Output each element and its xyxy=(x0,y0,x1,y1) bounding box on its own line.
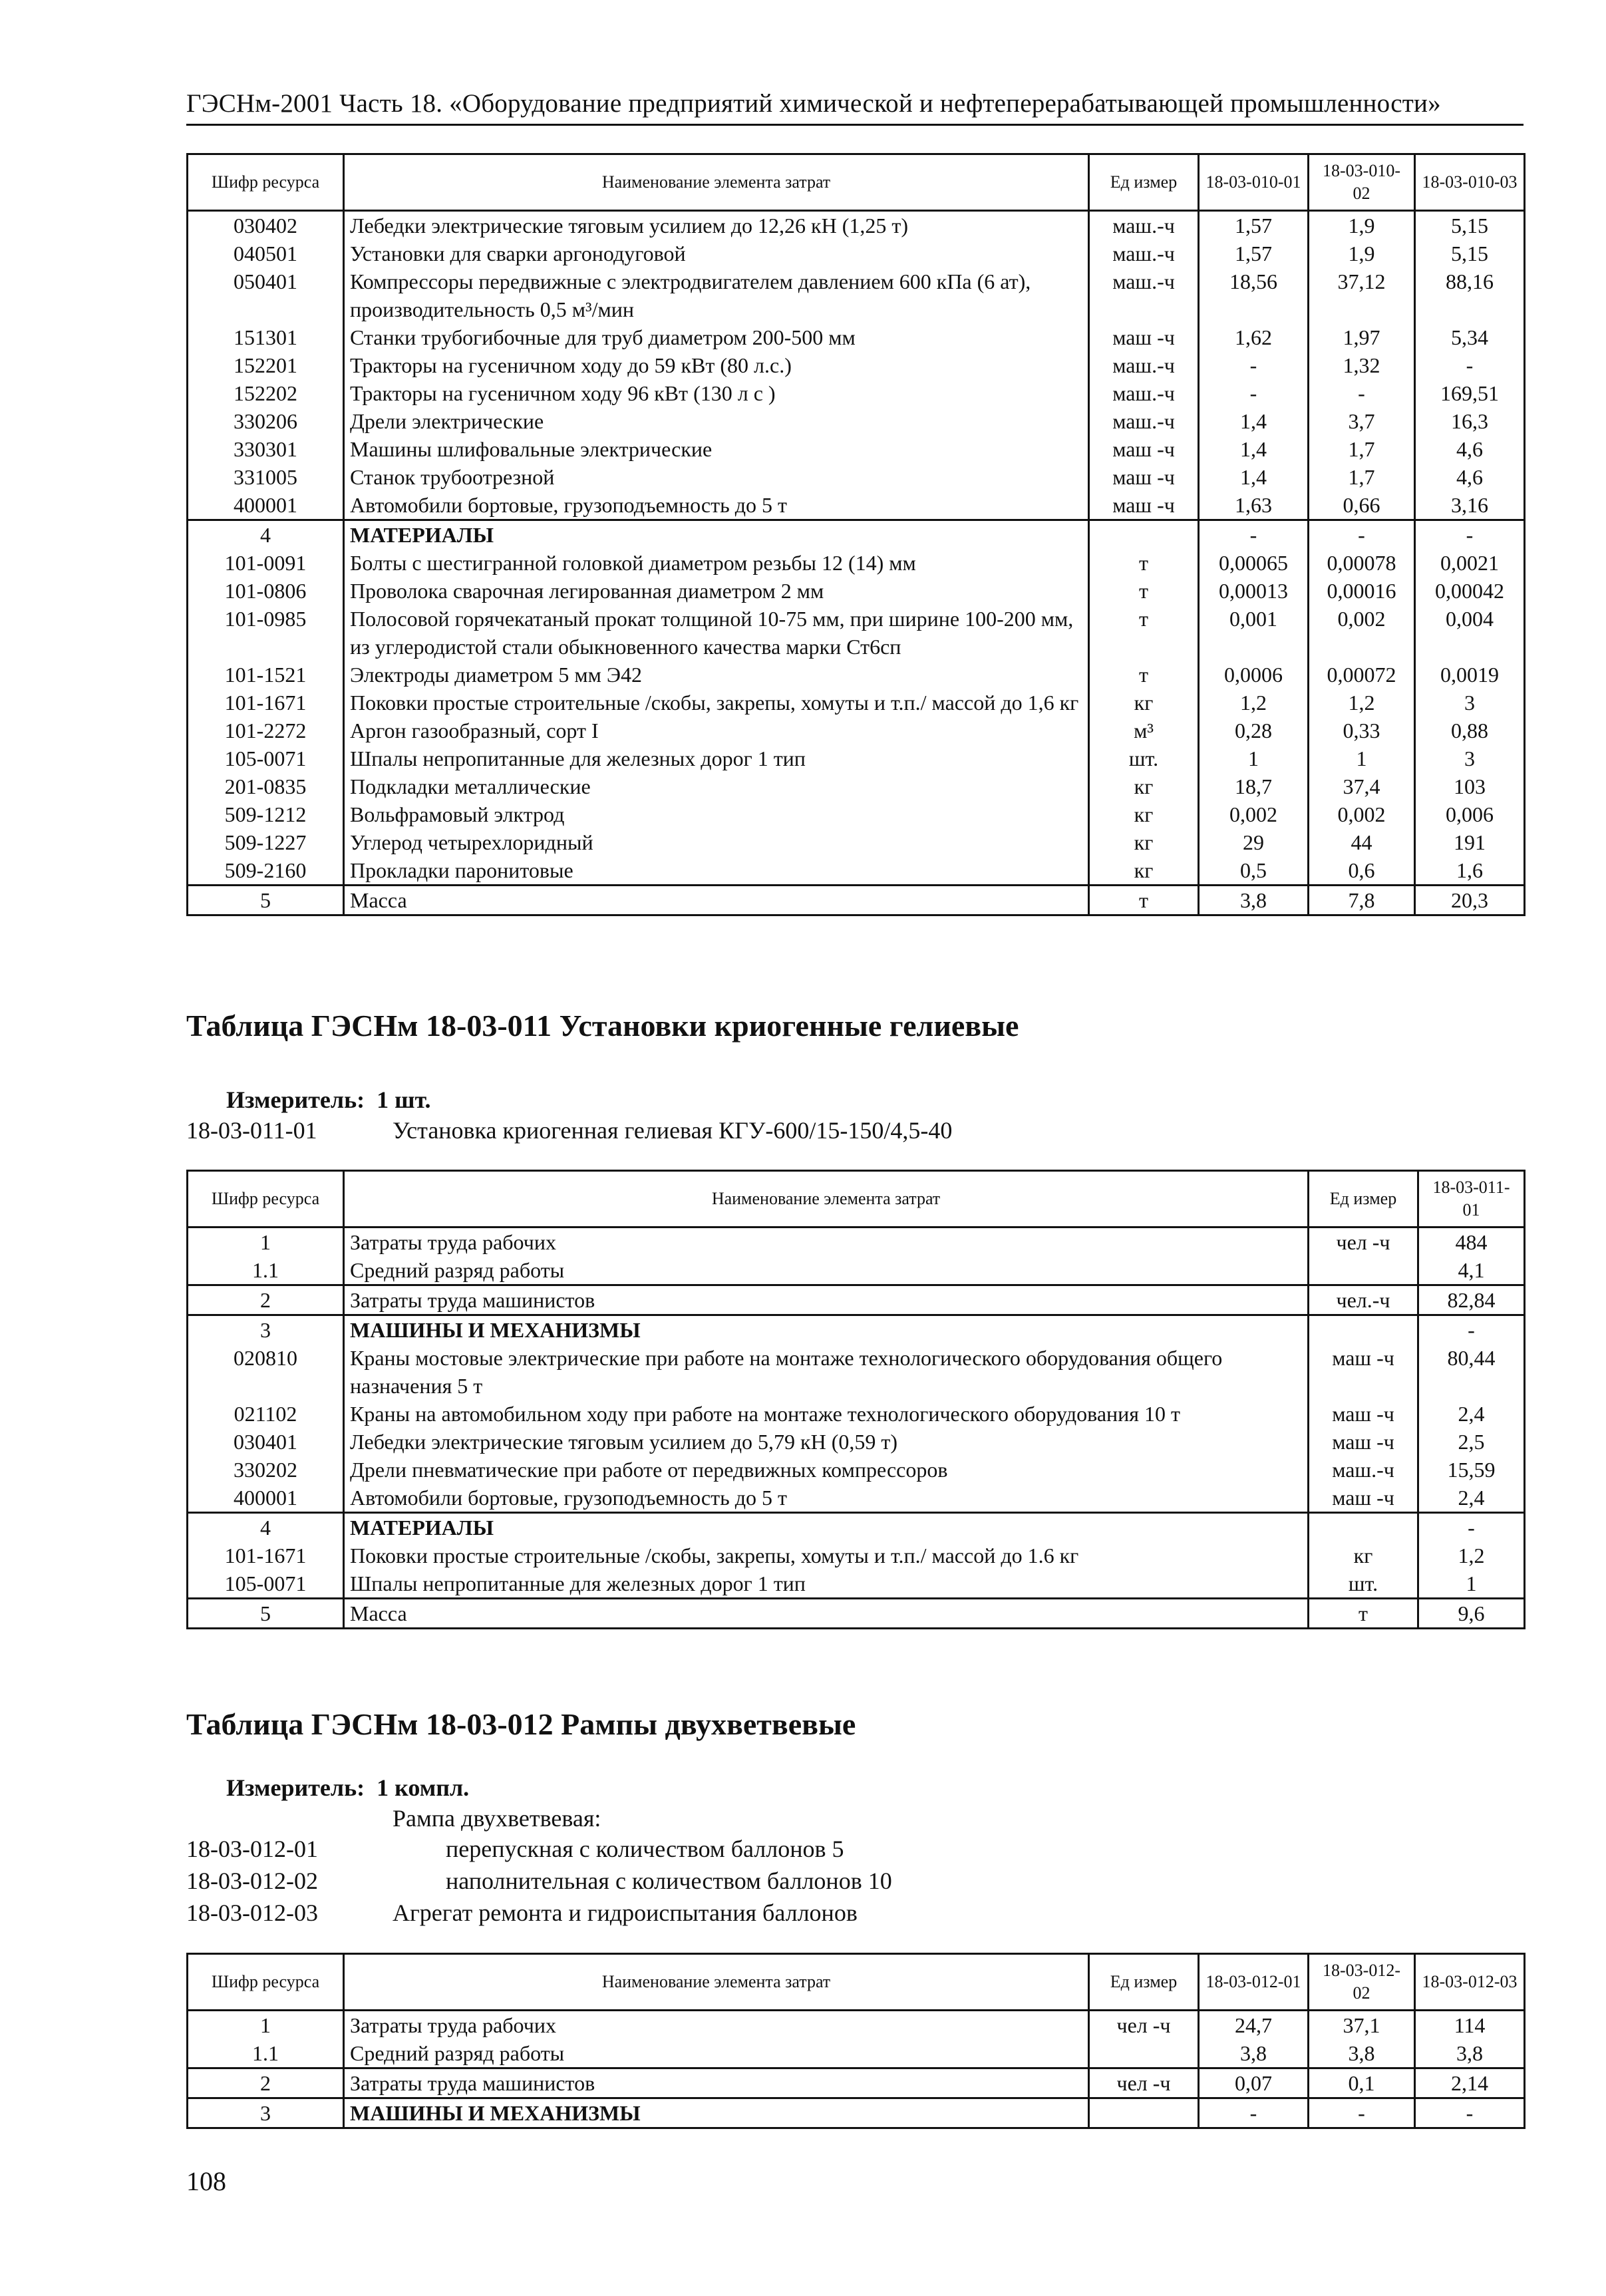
value-cell: 0,00072 xyxy=(1309,661,1415,689)
value-cell: 1 xyxy=(1199,744,1309,772)
value-cell: - xyxy=(1418,1513,1525,1542)
resource-code-cell: 509-2160 xyxy=(188,856,344,886)
column-header: Наименование элемента затрат xyxy=(344,1954,1089,2011)
table-row xyxy=(188,2068,1525,2098)
unit-label: Измеритель: xyxy=(226,1774,365,1801)
value-cell: 0,00042 xyxy=(1415,577,1525,605)
column-header: Шифр ресурса xyxy=(188,154,344,211)
value-cell: 4,6 xyxy=(1415,463,1525,491)
resource-code-cell: 101-0985 xyxy=(188,605,344,661)
table-012-code-3: 18-03-012-03 xyxy=(186,1899,318,1926)
table-row xyxy=(188,435,1525,463)
resource-name-cell: Компрессоры передвижные с электродвигателем давлением 600 кПа (6 ат), производительность 0,5 м³/мин xyxy=(344,267,1089,323)
table-row xyxy=(188,351,1525,379)
resource-name-cell: Полосовой горячекатаный прокат толщиной 10-75 мм, при ширине 100-200 мм, из углеродистой стали обыкновенного качества марки Ст6сп xyxy=(344,605,1089,661)
resource-code-cell: 331005 xyxy=(188,463,344,491)
value-cell: 18,56 xyxy=(1199,267,1309,323)
unit-value: 1 шт. xyxy=(377,1086,431,1113)
value-cell: - xyxy=(1199,351,1309,379)
value-cell: 1,7 xyxy=(1309,435,1415,463)
value-cell: 0,002 xyxy=(1309,605,1415,661)
value-cell: - xyxy=(1415,2098,1525,2128)
resource-code-cell: 4 xyxy=(188,1513,344,1542)
unit-cell: чел.-ч xyxy=(1309,1285,1418,1315)
value-cell: 5,34 xyxy=(1415,323,1525,351)
value-cell: 9,6 xyxy=(1418,1599,1525,1629)
resource-code-cell: 021102 xyxy=(188,1400,344,1428)
table-row xyxy=(188,240,1525,267)
unit-cell: чел -ч xyxy=(1089,2068,1199,2098)
resource-name-cell: Дрели электрические xyxy=(344,407,1089,435)
value-cell: 3,7 xyxy=(1309,407,1415,435)
resource-code-cell: 1.1 xyxy=(188,2039,344,2068)
resource-name-cell: Машины шлифовальные электрические xyxy=(344,435,1089,463)
value-cell: 44 xyxy=(1309,828,1415,856)
unit-cell xyxy=(1089,2098,1199,2128)
resource-name-cell: Станки трубогибочные для труб диаметром 200-500 мм xyxy=(344,323,1089,351)
value-cell: 5,15 xyxy=(1415,240,1525,267)
table-012-name-3: Агрегат ремонта и гидроиспытания баллонов xyxy=(393,1899,858,1926)
value-cell: 169,51 xyxy=(1415,379,1525,407)
resource-name-cell: Тракторы на гусеничном ходу до 59 кВт (80 л.с.) xyxy=(344,351,1089,379)
unit-cell: маш -ч xyxy=(1089,323,1199,351)
resource-name-cell: Электроды диаметром 5 мм Э42 xyxy=(344,661,1089,689)
value-cell: 2,14 xyxy=(1415,2068,1525,2098)
table-row xyxy=(188,1484,1525,1513)
resource-code-cell: 5 xyxy=(188,1599,344,1629)
resource-name-cell: Прокладки паронитовые xyxy=(344,856,1089,886)
value-cell: 24,7 xyxy=(1199,2011,1309,2040)
column-header: 18-03-012-02 xyxy=(1309,1954,1415,2011)
value-cell: 0,00013 xyxy=(1199,577,1309,605)
table-row xyxy=(188,886,1525,915)
resource-code-cell: 101-1671 xyxy=(188,689,344,717)
value-cell: - xyxy=(1309,520,1415,550)
unit-cell xyxy=(1309,1315,1418,1345)
resource-code-cell: 1 xyxy=(188,1228,344,1257)
resource-code-cell: 201-0835 xyxy=(188,772,344,800)
column-header: 18-03-012-01 xyxy=(1199,1954,1309,2011)
value-cell: 3,8 xyxy=(1415,2039,1525,2068)
column-header: 18-03-010-01 xyxy=(1199,154,1309,211)
resource-code-cell: 2 xyxy=(188,1285,344,1315)
unit-cell: маш -ч xyxy=(1089,463,1199,491)
unit-cell: маш.-ч xyxy=(1089,407,1199,435)
unit-cell: маш.-ч xyxy=(1309,1456,1418,1484)
resource-name-cell: Вольфрамовый элктрод xyxy=(344,800,1089,828)
value-cell: 1 xyxy=(1418,1569,1525,1599)
resource-code-cell: 330202 xyxy=(188,1456,344,1484)
value-cell: 0,00016 xyxy=(1309,577,1415,605)
table-row xyxy=(188,379,1525,407)
value-cell: 0,002 xyxy=(1199,800,1309,828)
value-cell: 18,7 xyxy=(1199,772,1309,800)
resource-name-cell: Болты с шестигранной головкой диаметром резьбы 12 (14) мм xyxy=(344,549,1089,577)
resource-code-cell: 330301 xyxy=(188,435,344,463)
table-row xyxy=(188,744,1525,772)
unit-cell: кг xyxy=(1089,828,1199,856)
column-header: Ед измер xyxy=(1089,1954,1199,2011)
value-cell: 0,07 xyxy=(1199,2068,1309,2098)
unit-cell: маш.-ч xyxy=(1089,379,1199,407)
table-row xyxy=(188,520,1525,550)
table-row xyxy=(188,323,1525,351)
value-cell: 103 xyxy=(1415,772,1525,800)
table-row xyxy=(188,800,1525,828)
unit-cell: маш -ч xyxy=(1089,435,1199,463)
resource-code-cell: 3 xyxy=(188,1315,344,1345)
resource-code-cell: 020810 xyxy=(188,1344,344,1400)
value-cell: 1 xyxy=(1309,744,1415,772)
column-header: 18-03-012-03 xyxy=(1415,1954,1525,2011)
value-cell: 1,7 xyxy=(1309,463,1415,491)
resource-code-cell: 105-0071 xyxy=(188,744,344,772)
value-cell: 3,8 xyxy=(1199,886,1309,915)
resource-code-cell: 509-1212 xyxy=(188,800,344,828)
value-cell: 0,6 xyxy=(1309,856,1415,886)
table-row xyxy=(188,2039,1525,2068)
table-011-title: Таблица ГЭСНм 18-03-011 Установки криогенные гелиевые xyxy=(186,1009,1019,1043)
resource-name-cell: МАТЕРИАЛЫ xyxy=(344,520,1089,550)
value-cell: 4,6 xyxy=(1415,435,1525,463)
value-cell: 82,84 xyxy=(1418,1285,1525,1315)
value-cell: 1,9 xyxy=(1309,211,1415,240)
unit-cell: маш -ч xyxy=(1309,1428,1418,1456)
value-cell: 1,9 xyxy=(1309,240,1415,267)
unit-cell: маш -ч xyxy=(1309,1400,1418,1428)
value-cell: - xyxy=(1309,379,1415,407)
value-cell: 0,0021 xyxy=(1415,549,1525,577)
resource-name-cell: Затраты труда машинистов xyxy=(344,1285,1309,1315)
resource-name-cell: Станок трубоотрезной xyxy=(344,463,1089,491)
unit-cell: чел -ч xyxy=(1089,2011,1199,2040)
value-cell: 191 xyxy=(1415,828,1525,856)
table-row xyxy=(188,1315,1525,1345)
table-row xyxy=(188,1428,1525,1456)
unit-cell: маш.-ч xyxy=(1089,267,1199,323)
resource-name-cell: МАШИНЫ И МЕХАНИЗМЫ xyxy=(344,1315,1309,1345)
unit-cell: м³ xyxy=(1089,717,1199,744)
resource-name-cell: Автомобили бортовые, грузоподъемность до 5 т xyxy=(344,1484,1309,1513)
column-header: Ед измер xyxy=(1089,154,1199,211)
value-cell: 0,0019 xyxy=(1415,661,1525,689)
value-cell: 20,3 xyxy=(1415,886,1525,915)
unit-cell xyxy=(1089,520,1199,550)
table-row xyxy=(188,605,1525,661)
value-cell: 29 xyxy=(1199,828,1309,856)
value-cell: 1,2 xyxy=(1199,689,1309,717)
value-cell: 80,44 xyxy=(1418,1344,1525,1400)
resource-name-cell: МАТЕРИАЛЫ xyxy=(344,1513,1309,1542)
resource-name-cell: Автомобили бортовые, грузоподъемность до 5 т xyxy=(344,491,1089,520)
value-cell: - xyxy=(1415,351,1525,379)
value-cell: 1,6 xyxy=(1415,856,1525,886)
unit-cell xyxy=(1089,2039,1199,2068)
value-cell: 1,2 xyxy=(1418,1542,1525,1569)
resource-code-cell: 101-2272 xyxy=(188,717,344,744)
table-row xyxy=(188,1456,1525,1484)
resource-name-cell: Затраты труда рабочих xyxy=(344,2011,1089,2040)
value-cell: 0,00078 xyxy=(1309,549,1415,577)
resource-code-cell: 152201 xyxy=(188,351,344,379)
value-cell: 2,4 xyxy=(1418,1484,1525,1513)
value-cell: 114 xyxy=(1415,2011,1525,2040)
table-row xyxy=(188,689,1525,717)
unit-cell: т xyxy=(1309,1599,1418,1629)
unit-cell: кг xyxy=(1089,856,1199,886)
value-cell: - xyxy=(1199,2098,1309,2128)
table-012-name-1: перепускная с количеством баллонов 5 xyxy=(446,1836,844,1862)
table-row xyxy=(188,491,1525,520)
resource-name-cell: Поковки простые строительные /скобы, закрепы, хомуты и т.п./ массой до 1.6 кг xyxy=(344,1542,1309,1569)
value-cell: 0,006 xyxy=(1415,800,1525,828)
unit-cell xyxy=(1309,1256,1418,1285)
column-header: Наименование элемента затрат xyxy=(344,1171,1309,1228)
unit-cell: маш.-ч xyxy=(1089,351,1199,379)
page-number: 108 xyxy=(186,2166,226,2196)
resource-code-cell: 509-1227 xyxy=(188,828,344,856)
resource-name-cell: Масса xyxy=(344,1599,1309,1629)
value-cell: 2,5 xyxy=(1418,1428,1525,1456)
resource-name-cell: Средний разряд работы xyxy=(344,1256,1309,1285)
resource-name-cell: МАШИНЫ И МЕХАНИЗМЫ xyxy=(344,2098,1089,2128)
table-row xyxy=(188,1569,1525,1599)
unit-cell: маш -ч xyxy=(1089,491,1199,520)
table-row xyxy=(188,211,1525,240)
table-row xyxy=(188,1256,1525,1285)
table-row xyxy=(188,828,1525,856)
value-cell: 0,5 xyxy=(1199,856,1309,886)
unit-cell: кг xyxy=(1089,800,1199,828)
value-cell: 37,4 xyxy=(1309,772,1415,800)
column-header: 18-03-010-02 xyxy=(1309,154,1415,211)
value-cell: - xyxy=(1418,1315,1525,1345)
resource-code-cell: 4 xyxy=(188,520,344,550)
value-cell: 37,1 xyxy=(1309,2011,1415,2040)
table-row xyxy=(188,856,1525,886)
resource-code-cell: 030401 xyxy=(188,1428,344,1456)
column-header: 18-03-011-01 xyxy=(1418,1171,1525,1228)
unit-cell: кг xyxy=(1089,689,1199,717)
table-row xyxy=(188,1400,1525,1428)
column-header: Наименование элемента затрат xyxy=(344,154,1089,211)
table-011-name: Установка криогенная гелиевая КГУ-600/15-150/4,5-40 xyxy=(393,1117,953,1144)
value-cell: 0,0006 xyxy=(1199,661,1309,689)
resource-name-cell: Поковки простые строительные /скобы, закрепы, хомуты и т.п./ массой до 1,6 кг xyxy=(344,689,1089,717)
table-012-group-name: Рампа двухветвевая: xyxy=(393,1805,601,1832)
resource-code-cell: 2 xyxy=(188,2068,344,2098)
resource-name-cell: Аргон газообразный, сорт I xyxy=(344,717,1089,744)
table-012-code-2: 18-03-012-02 xyxy=(186,1868,318,1894)
resource-name-cell: Установки для сварки аргонодуговой xyxy=(344,240,1089,267)
resource-table-18-03-012 xyxy=(186,1953,1526,2129)
table-row xyxy=(188,1228,1525,1257)
value-cell: 0,001 xyxy=(1199,605,1309,661)
resource-code-cell: 030402 xyxy=(188,211,344,240)
value-cell: 5,15 xyxy=(1415,211,1525,240)
table-row xyxy=(188,1542,1525,1569)
table-012-unit xyxy=(226,1774,469,1802)
value-cell: 1,4 xyxy=(1199,463,1309,491)
table-row xyxy=(188,267,1525,323)
value-cell: - xyxy=(1415,520,1525,550)
table-row xyxy=(188,549,1525,577)
resource-code-cell: 5 xyxy=(188,886,344,915)
table-row xyxy=(188,2098,1525,2128)
value-cell: 88,16 xyxy=(1415,267,1525,323)
table-row xyxy=(188,577,1525,605)
column-header: Шифр ресурса xyxy=(188,1171,344,1228)
table-011-code: 18-03-011-01 xyxy=(186,1117,317,1144)
resource-name-cell: Масса xyxy=(344,886,1089,915)
value-cell: 1,63 xyxy=(1199,491,1309,520)
unit-cell: маш -ч xyxy=(1309,1484,1418,1513)
unit-cell: маш -ч xyxy=(1309,1344,1418,1400)
value-cell: 1,57 xyxy=(1199,211,1309,240)
resource-code-cell: 1.1 xyxy=(188,1256,344,1285)
value-cell: 4,1 xyxy=(1418,1256,1525,1285)
table-header-row xyxy=(188,154,1525,211)
resource-name-cell: Краны мостовые электрические при работе на монтаже технологического оборудования общего назначения 5 т xyxy=(344,1344,1309,1400)
unit-cell: шт. xyxy=(1089,744,1199,772)
value-cell: - xyxy=(1199,520,1309,550)
table-row xyxy=(188,407,1525,435)
unit-cell: т xyxy=(1089,886,1199,915)
resource-code-cell: 330206 xyxy=(188,407,344,435)
value-cell: 0,28 xyxy=(1199,717,1309,744)
resource-name-cell: Средний разряд работы xyxy=(344,2039,1089,2068)
resource-name-cell: Углерод четырехлоридный xyxy=(344,828,1089,856)
value-cell: 16,3 xyxy=(1415,407,1525,435)
table-row xyxy=(188,1599,1525,1629)
unit-cell: кг xyxy=(1089,772,1199,800)
value-cell: 15,59 xyxy=(1418,1456,1525,1484)
value-cell: 1,32 xyxy=(1309,351,1415,379)
table-row xyxy=(188,1344,1525,1400)
value-cell: 7,8 xyxy=(1309,886,1415,915)
value-cell: 3 xyxy=(1415,689,1525,717)
resource-code-cell: 101-1521 xyxy=(188,661,344,689)
resource-code-cell: 040501 xyxy=(188,240,344,267)
value-cell: 2,4 xyxy=(1418,1400,1525,1428)
column-header: Шифр ресурса xyxy=(188,1954,344,2011)
table-row xyxy=(188,772,1525,800)
resource-name-cell: Шпалы непропитанные для железных дорог 1 тип xyxy=(344,744,1089,772)
table-row xyxy=(188,1285,1525,1315)
resource-table-18-03-010 xyxy=(186,153,1526,916)
value-cell: 0,004 xyxy=(1415,605,1525,661)
resource-code-cell: 151301 xyxy=(188,323,344,351)
value-cell: 0,1 xyxy=(1309,2068,1415,2098)
table-row xyxy=(188,463,1525,491)
resource-name-cell: Шпалы непропитанные для железных дорог 1 тип xyxy=(344,1569,1309,1599)
resource-name-cell: Затраты труда рабочих xyxy=(344,1228,1309,1257)
unit-cell: чел -ч xyxy=(1309,1228,1418,1257)
resource-code-cell: 050401 xyxy=(188,267,344,323)
resource-code-cell: 105-0071 xyxy=(188,1569,344,1599)
resource-code-cell: 400001 xyxy=(188,491,344,520)
table-012-name-2: наполнительная с количеством баллонов 10 xyxy=(446,1868,892,1894)
value-cell: 0,33 xyxy=(1309,717,1415,744)
unit-cell: т xyxy=(1089,549,1199,577)
resource-name-cell: Дрели пневматические при работе от передвижных компрессоров xyxy=(344,1456,1309,1484)
resource-code-cell: 400001 xyxy=(188,1484,344,1513)
resource-name-cell: Краны на автомобильном ходу при работе на монтаже технологического оборудования 10 т xyxy=(344,1400,1309,1428)
value-cell: - xyxy=(1199,379,1309,407)
table-row xyxy=(188,1513,1525,1542)
table-header-row xyxy=(188,1171,1525,1228)
value-cell: 1,62 xyxy=(1199,323,1309,351)
resource-name-cell: Подкладки металлические xyxy=(344,772,1089,800)
resource-name-cell: Лебедки электрические тяговым усилием до 12,26 кН (1,25 т) xyxy=(344,211,1089,240)
value-cell: 3 xyxy=(1415,744,1525,772)
resource-name-cell: Лебедки электрические тяговым усилием до 5,79 кН (0,59 т) xyxy=(344,1428,1309,1456)
unit-cell: маш.-ч xyxy=(1089,211,1199,240)
value-cell: 484 xyxy=(1418,1228,1525,1257)
unit-cell: т xyxy=(1089,661,1199,689)
value-cell: 3,16 xyxy=(1415,491,1525,520)
table-row xyxy=(188,2011,1525,2040)
resource-code-cell: 152202 xyxy=(188,379,344,407)
column-header: 18-03-010-03 xyxy=(1415,154,1525,211)
unit-label: Измеритель: xyxy=(226,1086,365,1113)
table-header-row xyxy=(188,1954,1525,2011)
resource-name-cell: Затраты труда машинистов xyxy=(344,2068,1089,2098)
unit-cell: шт. xyxy=(1309,1569,1418,1599)
table-012-title: Таблица ГЭСНм 18-03-012 Рампы двухветвевые xyxy=(186,1707,856,1741)
running-header: ГЭСНм-2001 Часть 18. «Оборудование предприятий химической и нефтеперерабатывающей промышленности» xyxy=(186,88,1524,126)
table-row xyxy=(188,717,1525,744)
value-cell: 0,002 xyxy=(1309,800,1415,828)
resource-code-cell: 1 xyxy=(188,2011,344,2040)
unit-cell: кг xyxy=(1309,1542,1418,1569)
value-cell: 1,97 xyxy=(1309,323,1415,351)
table-row xyxy=(188,661,1525,689)
resource-code-cell: 3 xyxy=(188,2098,344,2128)
value-cell: 1,2 xyxy=(1309,689,1415,717)
resource-code-cell: 101-0091 xyxy=(188,549,344,577)
resource-table-18-03-011 xyxy=(186,1170,1526,1629)
value-cell: 0,88 xyxy=(1415,717,1525,744)
unit-cell: т xyxy=(1089,605,1199,661)
resource-code-cell: 101-0806 xyxy=(188,577,344,605)
value-cell: 0,00065 xyxy=(1199,549,1309,577)
resource-name-cell: Проволока сварочная легированная диаметром 2 мм xyxy=(344,577,1089,605)
value-cell: 1,4 xyxy=(1199,435,1309,463)
value-cell: 1,57 xyxy=(1199,240,1309,267)
unit-cell: маш.-ч xyxy=(1089,240,1199,267)
table-012-code-1: 18-03-012-01 xyxy=(186,1836,318,1862)
value-cell: 1,4 xyxy=(1199,407,1309,435)
unit-cell: т xyxy=(1089,577,1199,605)
resource-code-cell: 101-1671 xyxy=(188,1542,344,1569)
unit-value: 1 компл. xyxy=(377,1774,470,1801)
table-011-unit xyxy=(226,1086,430,1114)
resource-name-cell: Тракторы на гусеничном ходу 96 кВт (130 л с ) xyxy=(344,379,1089,407)
column-header: Ед измер xyxy=(1309,1171,1418,1228)
value-cell: 3,8 xyxy=(1309,2039,1415,2068)
value-cell: 37,12 xyxy=(1309,267,1415,323)
value-cell: - xyxy=(1309,2098,1415,2128)
value-cell: 0,66 xyxy=(1309,491,1415,520)
unit-cell xyxy=(1309,1513,1418,1542)
value-cell: 3,8 xyxy=(1199,2039,1309,2068)
